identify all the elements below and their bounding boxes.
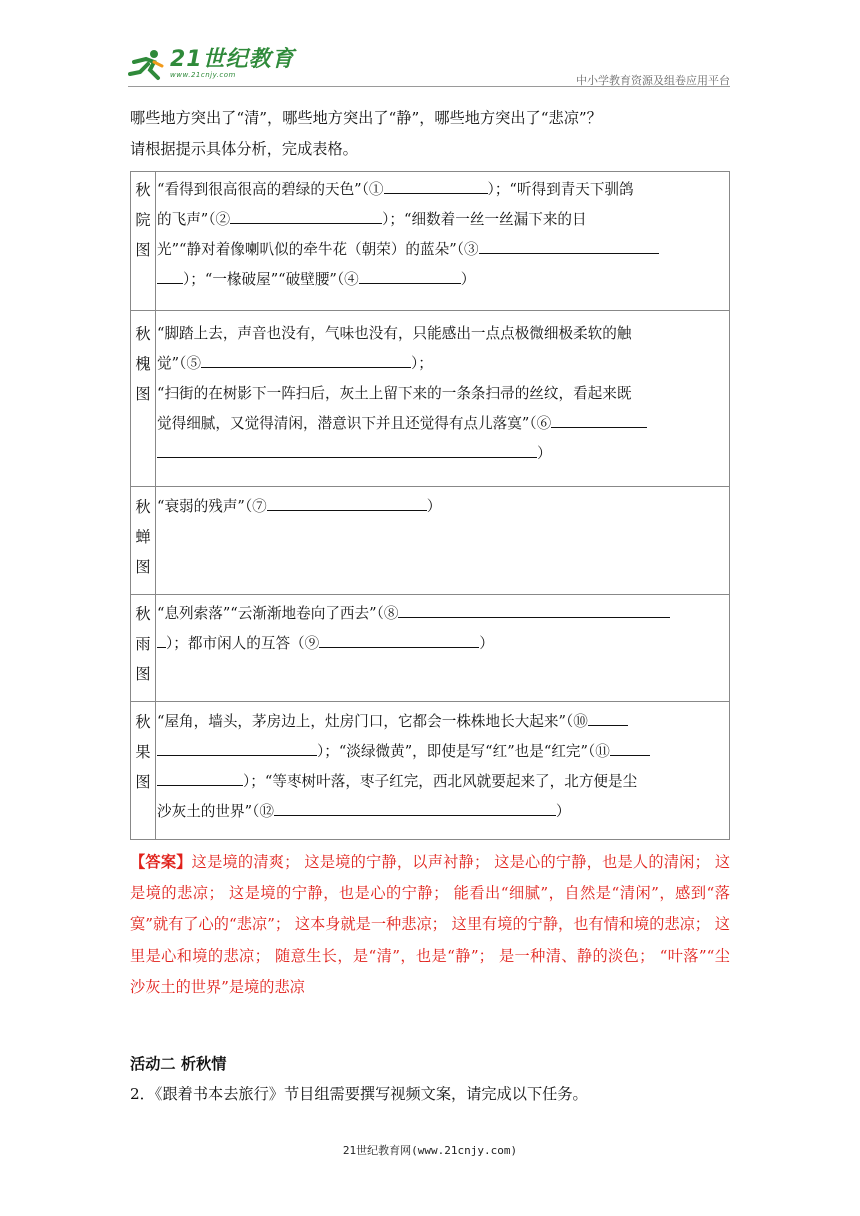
answer-blank-6-cont[interactable] [157,440,537,458]
logo-main-text: 21世纪教育 [170,47,295,72]
row-content: “屋角，墙头，茅房边上，灶房门口，它都会一株株地长大起来”（⑩ ）；“淡绿微黄”，即使是写“红”也是“红完”（⑪ ）；“等枣树叶落，枣子红完，西北风就要起来了，北方便是尘 沙灰土的世界”（⑫ ） [156,702,729,839]
header-divider [128,86,730,87]
answer-blank-9[interactable] [319,630,479,648]
page-header [128,48,730,88]
answer-tag: 【答案】 [130,853,192,871]
table-row [131,595,729,702]
table-row [131,172,729,311]
answer-blank-8-cont[interactable] [157,630,166,648]
runner-logo-icon [128,48,166,82]
table-row [131,702,729,839]
answer-blank-5[interactable] [201,350,411,368]
table-row [131,487,729,595]
answer-blank-3-cont[interactable] [157,266,183,284]
answer-blank-11-cont[interactable] [157,768,243,786]
row-category: 秋 果 图 [131,702,156,839]
row-content: “脚踏上去，声音也没有，气味也没有，只能感出一点点极微细极柔软的触 觉”（⑤ ）； “扫街的在树影下一阵扫后，灰土上留下来的一条条扫帚的丝纹，看起来既 觉得细腻，又觉得清闲，潜意识下并且还觉得有点儿落寞”（⑥ ） [156,311,729,486]
answer-text: 这是境的清爽； 这是境的宁静，以声衬静； 这是心的宁静，也是人的清闲； 这是境的悲凉； 这是境的宁静，也是心的宁静； 能看出“细腻”，自然是“清闲”，感到“落寞”就有了心的“悲凉”； 这本身就是一种悲凉； 这里有境的宁静，也有情和境的悲凉； 这里是心和境的悲凉； 随意生长，是“清”，也是“静”； 是一种清、静的淡色； “叶落”“尘沙灰土的世界”是境的悲凉 [130,853,731,996]
row-content: “息列索落”“云渐渐地卷向了西去”（⑧ ）；都市闲人的互答（⑨ ） [156,595,729,701]
answer-blank-7[interactable] [267,493,427,511]
question-2: 2．《跟着书本去旅行》节目组需要撰写视频文案，请完成以下任务。 [130,1085,588,1103]
answer-blank-6[interactable] [551,410,647,428]
table-row [131,311,729,487]
answer-blank-3[interactable] [479,236,659,254]
answer-blank-4[interactable] [359,266,461,284]
answer-block [130,847,730,1003]
intro-line-2: 请根据提示具体分析，完成表格。 [130,140,358,158]
answer-blank-8[interactable] [398,600,670,618]
intro-paragraph [130,103,730,165]
logo-url: www.21cnjy.com [170,71,236,79]
answer-blank-12[interactable] [274,798,556,816]
row-category: 秋 院 图 [131,172,156,310]
answer-blank-10[interactable] [588,708,628,726]
row-content: “衰弱的残声”（⑦ ） [156,487,729,594]
row-content: “看得到很高很高的碧绿的天色”（① ）；“听得到青天下驯鸽 的飞声”（② ）；“细数着一丝一丝漏下来的日 光”“静对着像喇叭似的牵牛花（朝荣）的蓝朵”（③ ）；“一椽破屋”“破壁腰”（④ ） [156,172,729,310]
logo [128,48,295,82]
activity-heading: 活动二 析秋情 [130,1055,227,1073]
page-footer: 21世纪教育网(www.21cnjy.com) [342,1144,518,1157]
header-tagline: 中小学教育资源及组卷应用平台 [576,74,730,87]
answer-blank-10-cont[interactable] [157,738,317,756]
row-category: 秋 蝉 图 [131,487,156,594]
answer-blank-11[interactable] [610,738,650,756]
analysis-table [130,171,730,840]
answer-blank-2[interactable] [230,206,382,224]
answer-blank-1[interactable] [384,176,488,194]
intro-line-1: 哪些地方突出了“清”，哪些地方突出了“静”，哪些地方突出了“悲凉”？ [130,109,602,127]
row-category: 秋 槐 图 [131,311,156,486]
row-category: 秋 雨 图 [131,595,156,701]
